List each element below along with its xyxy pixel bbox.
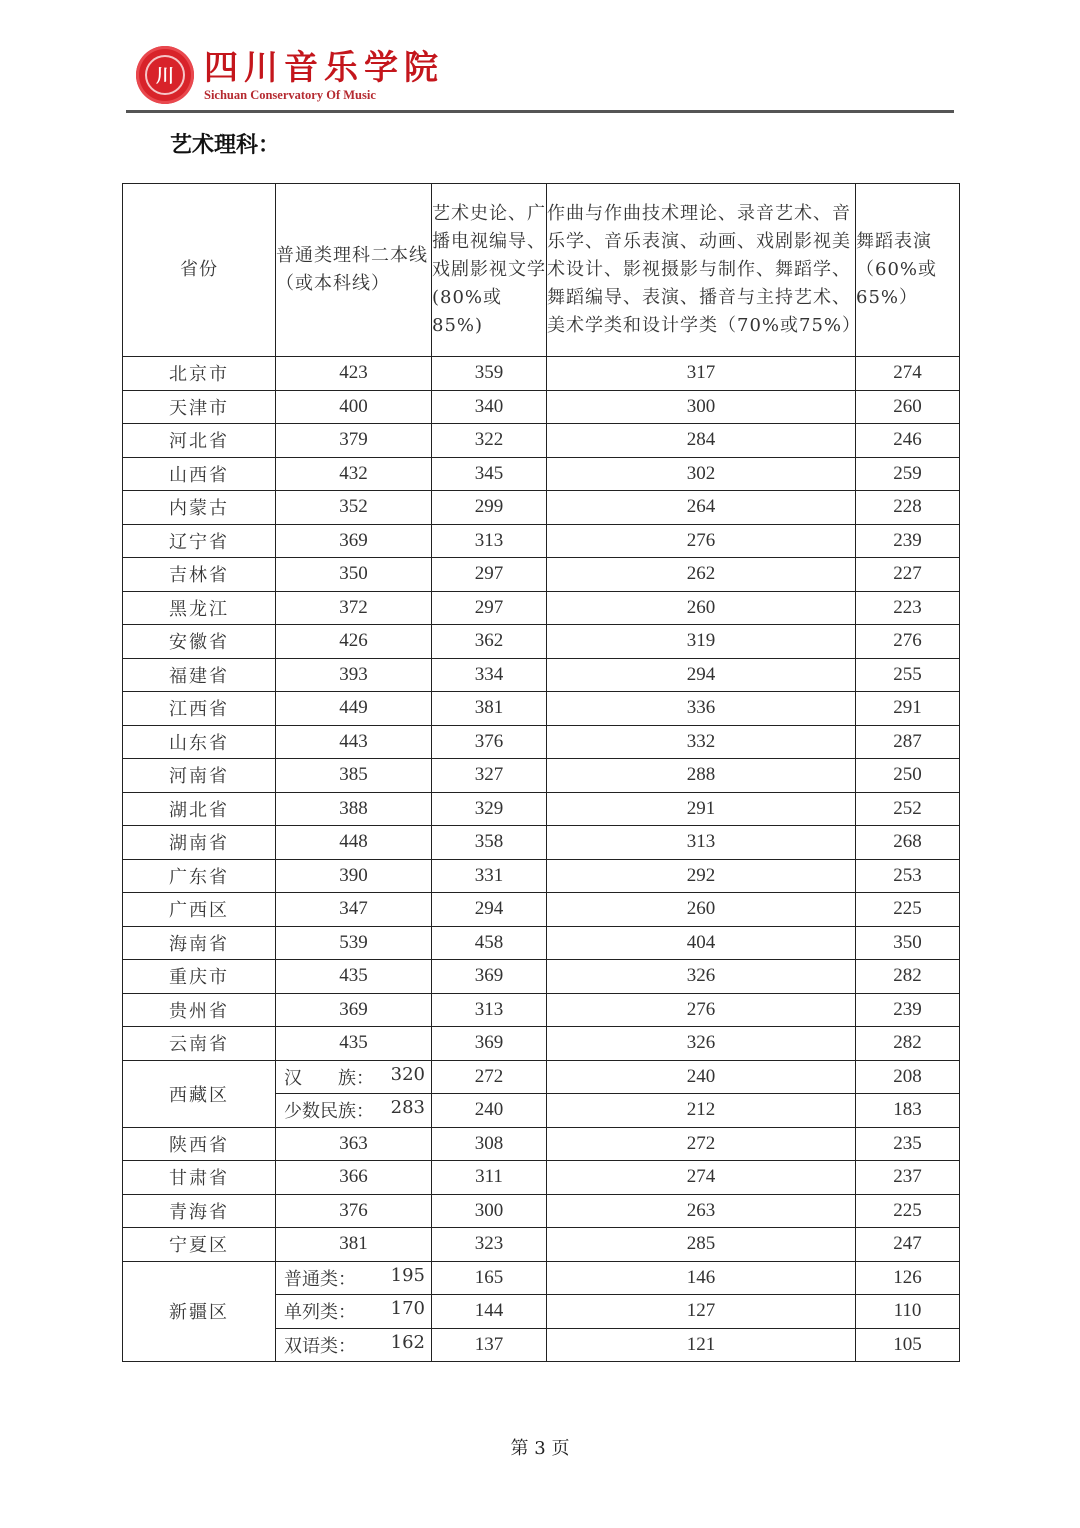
music-art-design-cell: 285: [547, 1228, 856, 1262]
dance-performance-cell: 126: [856, 1261, 960, 1295]
music-art-design-cell: 264: [547, 491, 856, 525]
base-line-cell: 423: [276, 357, 432, 391]
music-art-design-cell: 276: [547, 993, 856, 1027]
dance-performance-cell: 246: [856, 424, 960, 458]
dance-performance-cell: 237: [856, 1161, 960, 1195]
dance-performance-cell: 239: [856, 993, 960, 1027]
art-theory-cell: 137: [432, 1328, 547, 1362]
dance-performance-cell: 247: [856, 1228, 960, 1262]
table-row: [123, 424, 960, 458]
art-theory-cell: 144: [432, 1295, 547, 1329]
art-theory-cell: 362: [432, 625, 547, 659]
base-line-cell: 432: [276, 457, 432, 491]
base-line-cell: 369: [276, 993, 432, 1027]
dance-performance-cell: 239: [856, 524, 960, 558]
province-cell: 北京市: [123, 357, 276, 391]
subcategory-value: 170: [390, 1298, 425, 1320]
music-art-design-cell: 146: [547, 1261, 856, 1295]
dance-performance-cell: 223: [856, 591, 960, 625]
section-title: 艺术理科：: [170, 133, 281, 158]
art-theory-cell: 359: [432, 357, 547, 391]
base-line-cell: 426: [276, 625, 432, 659]
dance-performance-cell: 105: [856, 1328, 960, 1362]
province-cell: 山东省: [123, 725, 276, 759]
music-art-design-cell: 272: [547, 1127, 856, 1161]
university-seal-icon: [136, 46, 194, 104]
subcategory-value: 162: [390, 1331, 425, 1353]
province-cell: 广东省: [123, 859, 276, 893]
base-line-cell: 366: [276, 1161, 432, 1195]
province-cell: 福建省: [123, 658, 276, 692]
base-line-cell: 390: [276, 859, 432, 893]
province-cell: 黑龙江: [123, 591, 276, 625]
dance-performance-cell: 287: [856, 725, 960, 759]
art-theory-cell: 381: [432, 692, 547, 726]
table-row: [123, 1194, 960, 1228]
subcategory-label: 少数民族：: [284, 1101, 374, 1123]
table-row: [123, 1161, 960, 1195]
base-line-cell: [276, 1328, 432, 1362]
dance-performance-cell: 260: [856, 390, 960, 424]
table-row: [123, 658, 960, 692]
base-line-cell: 363: [276, 1127, 432, 1161]
province-cell: 甘肃省: [123, 1161, 276, 1195]
dance-performance-cell: 235: [856, 1127, 960, 1161]
province-cell: 广西区: [123, 893, 276, 927]
province-cell: 宁夏区: [123, 1228, 276, 1262]
music-art-design-cell: 326: [547, 1027, 856, 1061]
music-art-design-cell: 276: [547, 524, 856, 558]
table-row: [123, 993, 960, 1027]
dance-performance-cell: 208: [856, 1060, 960, 1094]
table-row: [123, 558, 960, 592]
province-cell: 陕西省: [123, 1127, 276, 1161]
art-theory-cell: 300: [432, 1194, 547, 1228]
art-theory-cell: 240: [432, 1094, 547, 1128]
table-row: [123, 893, 960, 927]
base-line-cell: 400: [276, 390, 432, 424]
header-art-theory: 艺术史论、广播电视编导、戏剧影视文学(80%或85%): [432, 184, 547, 357]
subcategory-label: 普通类：: [284, 1268, 356, 1290]
dance-performance-cell: 228: [856, 491, 960, 525]
art-theory-cell: 272: [432, 1060, 547, 1094]
province-cell: 重庆市: [123, 960, 276, 994]
province-cell: 山西省: [123, 457, 276, 491]
music-art-design-cell: 317: [547, 357, 856, 391]
art-theory-cell: 308: [432, 1127, 547, 1161]
page-number: 第 3 页: [510, 1438, 570, 1459]
art-theory-cell: 458: [432, 926, 547, 960]
music-art-design-cell: 294: [547, 658, 856, 692]
art-theory-cell: 299: [432, 491, 547, 525]
subcategory-value: 320: [390, 1063, 425, 1085]
table-row: [123, 491, 960, 525]
art-theory-cell: 313: [432, 524, 547, 558]
music-art-design-cell: 212: [547, 1094, 856, 1128]
music-art-design-cell: 319: [547, 625, 856, 659]
music-art-design-cell: 127: [547, 1295, 856, 1329]
brand: [204, 48, 444, 102]
province-cell: 云南省: [123, 1027, 276, 1061]
table-row: [123, 960, 960, 994]
base-line-cell: [276, 1261, 432, 1295]
table-row: [123, 1261, 960, 1295]
dance-performance-cell: 350: [856, 926, 960, 960]
dance-performance-cell: 183: [856, 1094, 960, 1128]
base-line-cell: [276, 1094, 432, 1128]
music-art-design-cell: 288: [547, 759, 856, 793]
province-cell: 新疆区: [123, 1261, 276, 1362]
province-cell: 河北省: [123, 424, 276, 458]
music-art-design-cell: 284: [547, 424, 856, 458]
table-row: [123, 926, 960, 960]
table-row: [123, 591, 960, 625]
art-theory-cell: 340: [432, 390, 547, 424]
base-line-cell: 352: [276, 491, 432, 525]
art-theory-cell: 297: [432, 591, 547, 625]
base-line-cell: 385: [276, 759, 432, 793]
art-theory-cell: 376: [432, 725, 547, 759]
art-theory-cell: 311: [432, 1161, 547, 1195]
header-base-line: 普通类理科二本线（或本科线）: [276, 184, 432, 357]
base-line-cell: 372: [276, 591, 432, 625]
header-music-art-design: 作曲与作曲技术理论、录音艺术、音乐学、音乐表演、动画、戏剧影视美术设计、影视摄影与制作、舞蹈学、舞蹈编导、表演、播音与主持艺术、美术学类和设计学类（70%或75%）: [547, 184, 856, 357]
table-row: [123, 390, 960, 424]
province-cell: 辽宁省: [123, 524, 276, 558]
art-theory-cell: 165: [432, 1261, 547, 1295]
art-theory-cell: 297: [432, 558, 547, 592]
art-theory-cell: 329: [432, 792, 547, 826]
music-art-design-cell: 336: [547, 692, 856, 726]
music-art-design-cell: 300: [547, 390, 856, 424]
dance-performance-cell: 268: [856, 826, 960, 860]
base-line-cell: 449: [276, 692, 432, 726]
base-line-cell: [276, 1295, 432, 1329]
music-art-design-cell: 326: [547, 960, 856, 994]
province-cell: 海南省: [123, 926, 276, 960]
header-dance-performance: 舞蹈表演（60%或65%）: [856, 184, 960, 357]
dance-performance-cell: 252: [856, 792, 960, 826]
table-row: [123, 524, 960, 558]
music-art-design-cell: 291: [547, 792, 856, 826]
music-art-design-cell: 260: [547, 893, 856, 927]
base-line-cell: 347: [276, 893, 432, 927]
university-name-en: Sichuan Conservatory Of Music: [204, 88, 376, 102]
music-art-design-cell: 313: [547, 826, 856, 860]
art-theory-cell: 294: [432, 893, 547, 927]
base-line-cell: 448: [276, 826, 432, 860]
music-art-design-cell: 121: [547, 1328, 856, 1362]
music-art-design-cell: 404: [547, 926, 856, 960]
table-row: [123, 457, 960, 491]
art-theory-cell: 345: [432, 457, 547, 491]
base-line-cell: 435: [276, 1027, 432, 1061]
province-cell: 西藏区: [123, 1060, 276, 1127]
base-line-cell: 379: [276, 424, 432, 458]
music-art-design-cell: 292: [547, 859, 856, 893]
music-art-design-cell: 332: [547, 725, 856, 759]
subcategory-label: 汉 族：: [284, 1067, 374, 1089]
subcategory-label: 单列类：: [284, 1302, 356, 1324]
province-cell: 江西省: [123, 692, 276, 726]
base-line-cell: 388: [276, 792, 432, 826]
art-theory-cell: 323: [432, 1228, 547, 1262]
dance-performance-cell: 282: [856, 1027, 960, 1061]
base-line-cell: 435: [276, 960, 432, 994]
dance-performance-cell: 274: [856, 357, 960, 391]
header-province: 省份: [123, 184, 276, 357]
table-row: [123, 357, 960, 391]
dance-performance-cell: 250: [856, 759, 960, 793]
province-cell: 河南省: [123, 759, 276, 793]
table-row: [123, 759, 960, 793]
header-divider: [126, 110, 954, 113]
dance-performance-cell: 227: [856, 558, 960, 592]
table-row: [123, 1127, 960, 1161]
art-theory-cell: 327: [432, 759, 547, 793]
music-art-design-cell: 260: [547, 591, 856, 625]
province-cell: 吉林省: [123, 558, 276, 592]
province-cell: 青海省: [123, 1194, 276, 1228]
table-row: [123, 1027, 960, 1061]
page-header: [136, 44, 444, 106]
music-art-design-cell: 302: [547, 457, 856, 491]
province-cell: 安徽省: [123, 625, 276, 659]
art-theory-cell: 369: [432, 960, 547, 994]
table-row: [123, 792, 960, 826]
province-cell: 内蒙古: [123, 491, 276, 525]
base-line-cell: 393: [276, 658, 432, 692]
score-table: [122, 183, 960, 1362]
province-cell: 湖北省: [123, 792, 276, 826]
base-line-cell: 381: [276, 1228, 432, 1262]
subcategory-value: 283: [390, 1097, 425, 1119]
dance-performance-cell: 225: [856, 893, 960, 927]
dance-performance-cell: 276: [856, 625, 960, 659]
table-row: [123, 1060, 960, 1094]
music-art-design-cell: 274: [547, 1161, 856, 1195]
dance-performance-cell: 110: [856, 1295, 960, 1329]
university-name-cn: 四川音乐学院: [204, 48, 444, 88]
table-row: [123, 692, 960, 726]
music-art-design-cell: 263: [547, 1194, 856, 1228]
seal-glyph: 川: [145, 55, 185, 95]
base-line-cell: 443: [276, 725, 432, 759]
table-row: [123, 859, 960, 893]
base-line-cell: 350: [276, 558, 432, 592]
base-line-cell: [276, 1060, 432, 1094]
dance-performance-cell: 225: [856, 1194, 960, 1228]
table-row: [123, 625, 960, 659]
subcategory-value: 195: [390, 1264, 425, 1286]
dance-performance-cell: 253: [856, 859, 960, 893]
table-row: [123, 826, 960, 860]
base-line-cell: 539: [276, 926, 432, 960]
table-row: [123, 1228, 960, 1262]
dance-performance-cell: 291: [856, 692, 960, 726]
music-art-design-cell: 240: [547, 1060, 856, 1094]
base-line-cell: 376: [276, 1194, 432, 1228]
table-header-row: [123, 184, 960, 357]
table-body: [123, 357, 960, 1362]
dance-performance-cell: 259: [856, 457, 960, 491]
dance-performance-cell: 255: [856, 658, 960, 692]
province-cell: 天津市: [123, 390, 276, 424]
music-art-design-cell: 262: [547, 558, 856, 592]
province-cell: 湖南省: [123, 826, 276, 860]
art-theory-cell: 322: [432, 424, 547, 458]
art-theory-cell: 313: [432, 993, 547, 1027]
subcategory-label: 双语类：: [284, 1335, 356, 1357]
art-theory-cell: 334: [432, 658, 547, 692]
table-row: [123, 725, 960, 759]
province-cell: 贵州省: [123, 993, 276, 1027]
dance-performance-cell: 282: [856, 960, 960, 994]
base-line-cell: 369: [276, 524, 432, 558]
art-theory-cell: 358: [432, 826, 547, 860]
art-theory-cell: 369: [432, 1027, 547, 1061]
art-theory-cell: 331: [432, 859, 547, 893]
